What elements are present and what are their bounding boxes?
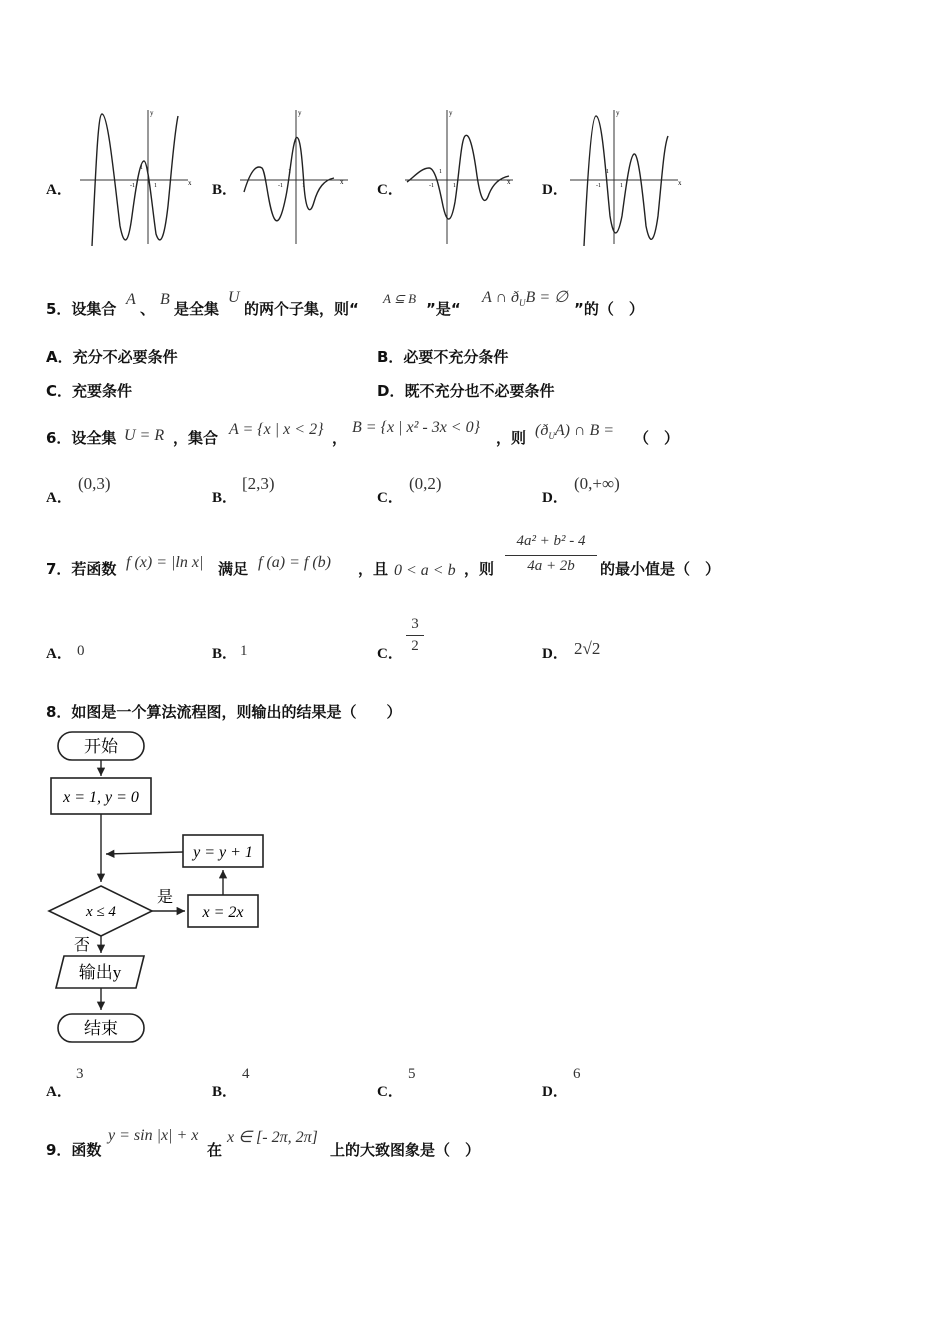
q8-stem: 8．如图是一个算法流程图，则输出的结果是（ ） bbox=[46, 703, 402, 721]
svg-text:1: 1 bbox=[154, 183, 157, 189]
q5-option-c[interactable]: C．充要条件 bbox=[46, 382, 133, 400]
q8-option-b-value: 4 bbox=[242, 1066, 250, 1082]
svg-text:1: 1 bbox=[453, 183, 456, 189]
q7-option-b-value: 1 bbox=[240, 643, 248, 659]
q8-option-b-label[interactable]: B． bbox=[212, 1084, 238, 1100]
axis-x: x bbox=[188, 179, 192, 187]
svg-text:-1: -1 bbox=[130, 183, 135, 189]
q9-function: y = sin |x| + x bbox=[108, 1127, 199, 1144]
q5-condition-2: A ∩ $ð_UB$ = ∅ bbox=[482, 289, 569, 309]
q7-option-a-value: 0 bbox=[77, 643, 85, 659]
svg-text:输出y: 输出y bbox=[78, 963, 122, 982]
q8-flowchart bbox=[44, 728, 274, 1048]
flow-yes: 是 bbox=[157, 889, 174, 906]
svg-text:-1: -1 bbox=[429, 183, 434, 189]
q4-graph-b bbox=[238, 106, 356, 248]
svg-text:-1: -1 bbox=[596, 183, 601, 189]
svg-text:开始: 开始 bbox=[84, 737, 118, 756]
svg-text:x = 1, y = 0: x = 1, y = 0 bbox=[63, 789, 139, 806]
flow-no: 否 bbox=[74, 937, 91, 954]
q7-option-c-label[interactable]: C． bbox=[377, 646, 403, 662]
q4-option-b-label[interactable]: B． bbox=[212, 182, 238, 198]
svg-text:y: y bbox=[449, 109, 453, 117]
svg-text:x ≤ 4: x ≤ 4 bbox=[86, 904, 116, 920]
svg-text:1: 1 bbox=[302, 183, 305, 189]
q8-option-d-label[interactable]: D． bbox=[542, 1084, 568, 1100]
q6-option-d-value: (0,+∞) bbox=[574, 474, 620, 493]
svg-text:1: 1 bbox=[606, 169, 609, 175]
q8-option-a-value: 3 bbox=[76, 1066, 84, 1082]
svg-text:x: x bbox=[507, 178, 511, 186]
axis-y: y bbox=[150, 109, 154, 117]
svg-text:y = y + 1: y = y + 1 bbox=[193, 844, 253, 861]
q7-function: f (x) = |ln x| bbox=[126, 554, 204, 571]
q8-option-a-label[interactable]: A． bbox=[46, 1084, 72, 1100]
q5-option-a[interactable]: A．充分不必要条件 bbox=[46, 348, 178, 366]
q8-option-c-value: 5 bbox=[408, 1066, 416, 1082]
q5-option-d[interactable]: D．既不充分也不必要条件 bbox=[377, 382, 555, 400]
q5-option-b[interactable]: B．必要不充分条件 bbox=[377, 348, 509, 366]
svg-text:1: 1 bbox=[620, 183, 623, 189]
q6-option-d-label[interactable]: D． bbox=[542, 490, 568, 506]
q6-expression: $(ð_UA)$ ∩ B = bbox=[535, 422, 615, 442]
q5-universe: U bbox=[228, 289, 240, 306]
q7-range: 0 < a < b bbox=[394, 562, 456, 579]
q4-graph-d bbox=[568, 106, 686, 248]
svg-text:x = 2x: x = 2x bbox=[202, 904, 244, 921]
svg-text:结束: 结束 bbox=[84, 1019, 118, 1038]
q5-condition-1: A ⊆ B bbox=[383, 291, 417, 306]
svg-text:y: y bbox=[616, 109, 620, 117]
svg-text:1: 1 bbox=[439, 169, 442, 175]
svg-text:y: y bbox=[298, 109, 302, 117]
q4-graph-c bbox=[403, 106, 521, 248]
q7-fraction-numerator: 4a² + b² - 4 bbox=[516, 533, 586, 549]
q7-fraction-denominator: 4a + 2b bbox=[527, 558, 575, 574]
svg-text:1: 1 bbox=[288, 169, 291, 175]
q6-option-c-label[interactable]: C． bbox=[377, 490, 403, 506]
q5-set-a: A bbox=[126, 291, 136, 308]
svg-text:x: x bbox=[340, 178, 344, 186]
q7-condition: f (a) = f (b) bbox=[258, 554, 331, 571]
q4-option-a-label[interactable]: A． bbox=[46, 182, 72, 198]
q7-number: 7．若函数 bbox=[46, 560, 117, 578]
q6-option-b-label[interactable]: B． bbox=[212, 490, 238, 506]
q6-set-a: A = {x | x < 2} bbox=[229, 421, 324, 438]
q7-option-b-label[interactable]: B． bbox=[212, 646, 238, 662]
q4-option-c-label[interactable]: C． bbox=[377, 182, 403, 198]
q6-option-a-value: (0,3) bbox=[78, 474, 111, 493]
q6-option-b-value: [2,3) bbox=[242, 474, 275, 493]
q8-option-d-value: 6 bbox=[573, 1066, 581, 1082]
q6-universe: U = R bbox=[124, 427, 165, 444]
q6-option-a-label[interactable]: A． bbox=[46, 490, 72, 506]
q7-fraction bbox=[503, 533, 599, 575]
svg-text:1: 1 bbox=[140, 165, 143, 171]
q9-number: 9．函数 bbox=[46, 1141, 102, 1159]
q7-option-d-label[interactable]: D． bbox=[542, 646, 568, 662]
q7-option-a-label[interactable]: A． bbox=[46, 646, 72, 662]
svg-text:x: x bbox=[678, 179, 682, 187]
q6-set-b: B = {x | x² - 3x < 0} bbox=[352, 419, 480, 436]
q6-number: 6．设全集 bbox=[46, 429, 117, 447]
q5-set-b: B bbox=[160, 291, 170, 308]
q7-option-d-value: 2√2 bbox=[574, 639, 601, 658]
q4-option-d-label[interactable]: D． bbox=[542, 182, 568, 198]
q6-option-c-value: (0,2) bbox=[409, 474, 442, 493]
q7-option-c-fraction: 3 2 bbox=[406, 616, 424, 655]
q8-option-c-label[interactable]: C． bbox=[377, 1084, 403, 1100]
q4-graph-a bbox=[78, 106, 196, 248]
q5-number: 5．设集合 bbox=[46, 300, 117, 318]
svg-text:-1: -1 bbox=[278, 183, 283, 189]
q9-domain: x ∈ [- 2π, 2π] bbox=[227, 1129, 318, 1146]
